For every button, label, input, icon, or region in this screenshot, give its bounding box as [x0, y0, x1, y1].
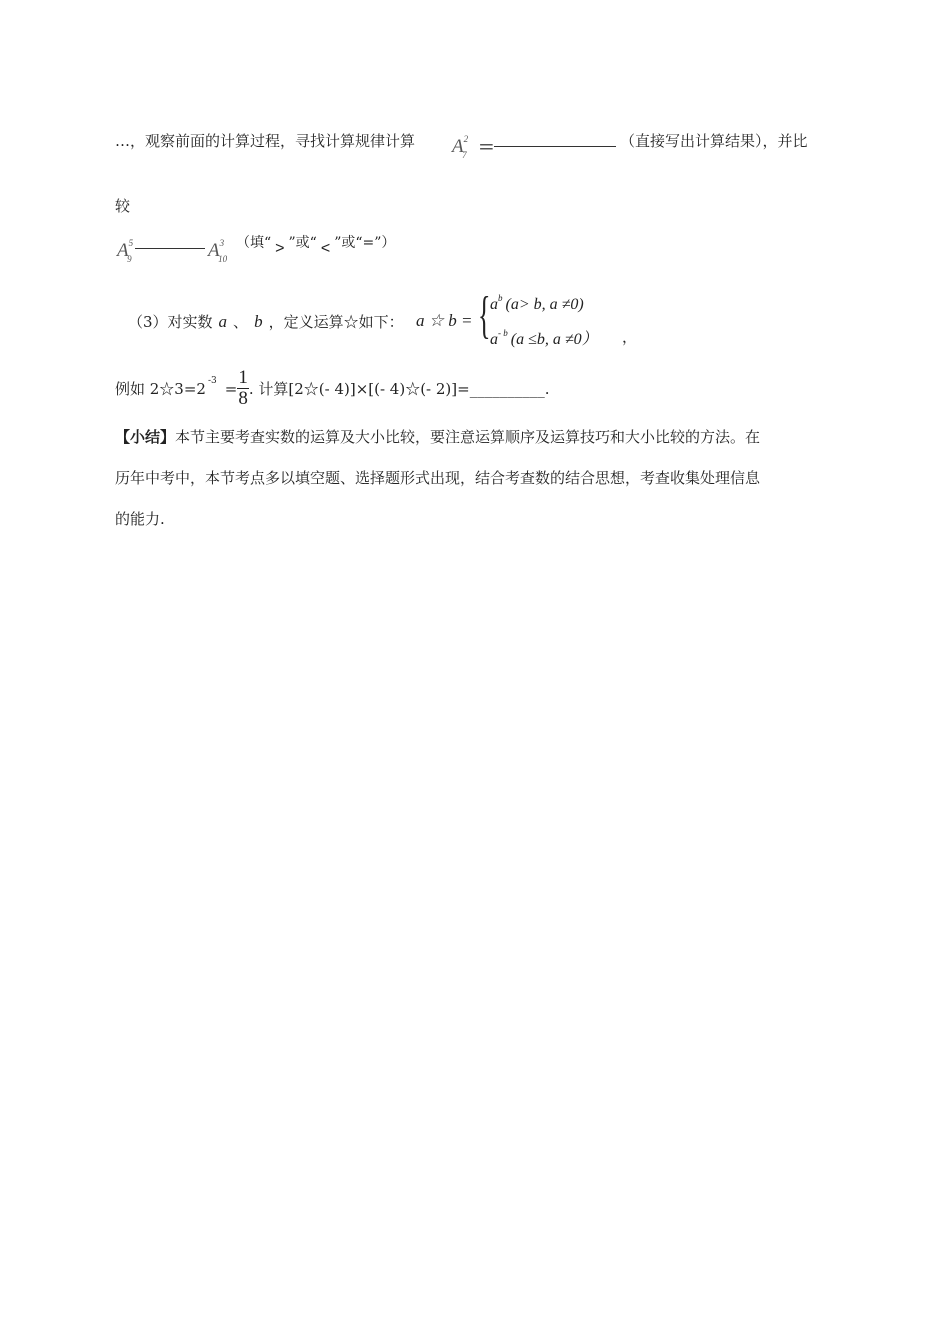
a-9-5-symbol: $A^5_9$: [117, 238, 134, 264]
line-1-prefix: …，观察前面的计算过程，寻找计算规律计算: [115, 132, 416, 150]
line-1-suffix: （直接写出计算结果），并比: [620, 132, 808, 150]
summary-line-2: 历年中考中，本节考点多以填空题、选择题形式出现，结合考查数的结合思想，考查收集处理信息: [115, 469, 761, 487]
a-7-2-symbol: $A^2_7$: [452, 134, 469, 160]
part-3-intro: （3）对实数 a 、 b ，定义运算☆如下：: [128, 312, 404, 331]
summary-tag: 【小结】: [115, 428, 176, 446]
example-equals: =: [224, 379, 238, 398]
line-1: [115, 130, 415, 151]
piecewise-case-2: $a^{- b}$ (a ≤b, a ≠0）: [490, 328, 598, 348]
example-line: [115, 368, 549, 409]
a-10-3-symbol: $A^3_{10}$: [208, 238, 228, 264]
line-3-hint: （填“ > ”或“ < ”或“=”）: [236, 235, 396, 257]
line-1-equals: =: [478, 134, 495, 158]
line-2: 较: [115, 197, 131, 215]
piecewise-brace: {: [478, 287, 491, 344]
answer-blank-1[interactable]: [494, 146, 616, 147]
piecewise-case-1: $a^b$ (a> b, a ≠0): [490, 293, 584, 313]
example-exponent: -3: [207, 375, 217, 386]
example-fraction: $\frac{1}{8}$: [238, 367, 248, 409]
part-3-tail: ，: [622, 328, 638, 346]
answer-blank-2[interactable]: [135, 248, 205, 249]
summary-line-3: 的能力.: [115, 510, 165, 528]
operation-lhs: a ☆ b =: [416, 311, 473, 330]
example-rest: . 计算[2☆(- 4)]×[(- 4)☆(- 2)]=__________.: [248, 380, 550, 398]
example-prefix: 例如 2☆3=2: [115, 380, 206, 398]
summary-line-1: 【小结】本节主要考查实数的运算及大小比较，要注意运算顺序及运算技巧和大小比较的方法。在: [115, 428, 761, 446]
